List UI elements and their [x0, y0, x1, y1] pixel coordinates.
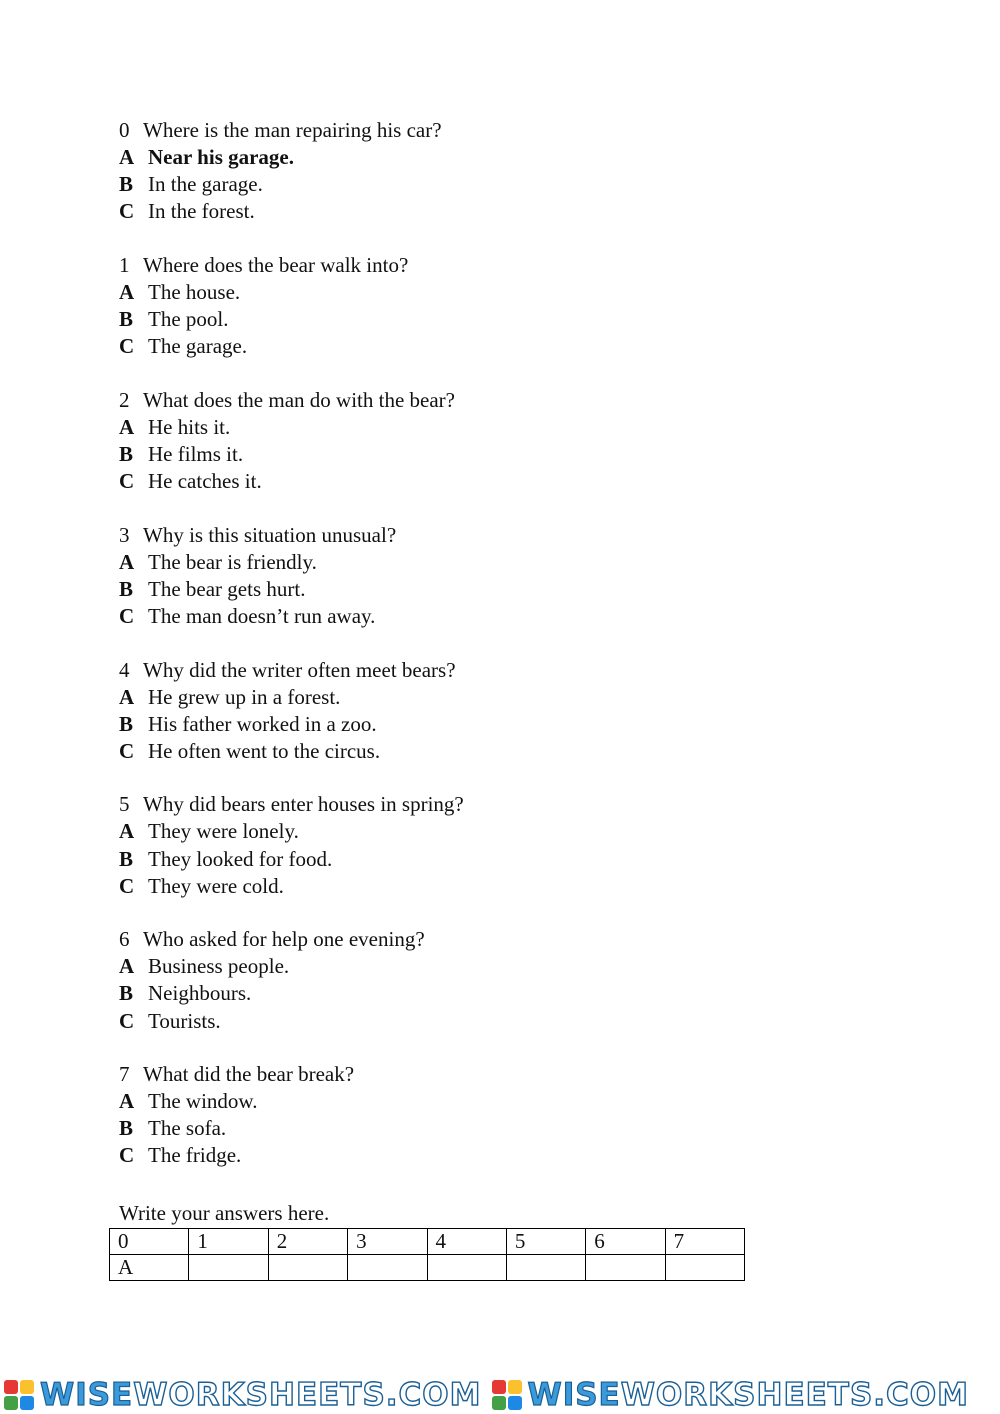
option-b[interactable] — [119, 846, 819, 873]
option-letter: B — [119, 846, 134, 871]
logo-square — [4, 1380, 18, 1394]
option-a[interactable] — [119, 684, 819, 711]
question-7 — [119, 1061, 819, 1169]
answer-header-2: 2 — [268, 1229, 347, 1255]
option-letter: A — [119, 414, 135, 439]
question-number: 2 — [119, 387, 130, 412]
option-letter: A — [119, 1089, 135, 1114]
option-letter: B — [119, 307, 134, 332]
option-letter: B — [119, 576, 134, 601]
question-number: 6 — [119, 927, 130, 952]
option-b[interactable] — [119, 1115, 819, 1142]
answer-cell-5[interactable] — [506, 1255, 585, 1281]
answer-cell-6[interactable] — [586, 1255, 665, 1281]
option-letter: C — [119, 334, 135, 359]
option-b[interactable] — [119, 711, 819, 738]
option-b[interactable] — [119, 171, 819, 198]
answer-header-7: 7 — [665, 1229, 744, 1255]
question-2 — [119, 387, 819, 495]
logo-square — [20, 1396, 34, 1410]
question-number: 4 — [119, 657, 130, 682]
question-text: Where does the bear walk into? — [143, 252, 409, 277]
logo-square — [492, 1396, 506, 1410]
answers-header-row — [110, 1229, 745, 1255]
option-letter: C — [119, 469, 135, 494]
logo-square — [508, 1380, 522, 1394]
logo-icon — [4, 1380, 34, 1410]
brand-text — [40, 1377, 482, 1413]
question-stem — [119, 657, 819, 684]
option-c[interactable] — [119, 468, 819, 495]
option-b[interactable] — [119, 980, 819, 1007]
question-text: What does the man do with the bear? — [143, 387, 455, 412]
option-letter: C — [119, 873, 135, 898]
option-text: In the forest. — [148, 199, 255, 224]
option-letter: C — [119, 603, 135, 628]
answer-cell-4[interactable] — [427, 1255, 506, 1281]
logo-square — [4, 1396, 18, 1410]
option-letter: B — [119, 711, 134, 736]
question-number: 3 — [119, 522, 130, 547]
option-letter: A — [119, 954, 135, 979]
footer-watermark — [0, 1376, 1000, 1414]
option-text: They looked for food. — [148, 846, 333, 871]
option-a[interactable] — [119, 818, 819, 845]
option-c[interactable] — [119, 1142, 819, 1169]
option-a[interactable] — [119, 414, 819, 441]
logo-square — [20, 1380, 34, 1394]
option-letter: B — [119, 172, 134, 197]
brand-part2: WORKSHEETS.COM — [133, 1377, 482, 1413]
option-text: They were cold. — [148, 873, 284, 898]
option-letter: B — [119, 981, 134, 1006]
option-letter: A — [119, 819, 135, 844]
question-stem — [119, 791, 819, 818]
question-1 — [119, 252, 819, 360]
question-stem — [119, 252, 819, 279]
answer-header-3: 3 — [348, 1229, 427, 1255]
option-text: The man doesn’t run away. — [148, 603, 376, 628]
option-a[interactable] — [119, 279, 819, 306]
question-text: Why did the writer often meet bears? — [143, 657, 456, 682]
option-letter: A — [119, 279, 135, 304]
option-c[interactable] — [119, 603, 819, 630]
question-stem — [119, 1061, 819, 1088]
question-number: 0 — [119, 118, 130, 142]
option-text: Tourists. — [148, 1008, 221, 1033]
brand-watermark — [492, 1377, 970, 1413]
option-letter: B — [119, 1116, 134, 1141]
option-text: He catches it. — [148, 469, 262, 494]
option-text: The bear is friendly. — [148, 549, 317, 574]
question-text: What did the bear break? — [143, 1062, 355, 1087]
option-letter: B — [119, 441, 134, 466]
option-c[interactable] — [119, 333, 819, 360]
question-3 — [119, 522, 819, 630]
option-text: The sofa. — [148, 1116, 227, 1141]
question-number: 5 — [119, 792, 130, 817]
option-b[interactable] — [119, 576, 819, 603]
question-text: Who asked for help one evening? — [143, 927, 425, 952]
option-letter: C — [119, 1008, 135, 1033]
option-c[interactable] — [119, 738, 819, 765]
option-letter: C — [119, 738, 135, 763]
answer-header-4: 4 — [427, 1229, 506, 1255]
option-text: Neighbours. — [148, 981, 252, 1006]
option-text: Near his garage. — [148, 145, 295, 170]
option-text: In the garage. — [148, 172, 263, 197]
brand-part1: WISE — [40, 1377, 134, 1413]
brand-part2: WORKSHEETS.COM — [620, 1377, 969, 1413]
question-stem — [119, 522, 819, 549]
option-text: He grew up in a forest. — [148, 684, 341, 709]
option-text: Business people. — [148, 954, 290, 979]
logo-square — [508, 1396, 522, 1410]
option-text: The pool. — [148, 307, 229, 332]
option-letter: A — [119, 549, 135, 574]
question-number: 7 — [119, 1062, 130, 1087]
option-text: The bear gets hurt. — [148, 576, 306, 601]
option-a[interactable] — [119, 1088, 819, 1115]
option-c[interactable] — [119, 873, 819, 900]
logo-icon — [492, 1380, 522, 1410]
question-number: 1 — [119, 252, 130, 277]
answers-table — [109, 1228, 745, 1281]
option-letter: C — [119, 199, 135, 224]
option-text: The window. — [148, 1089, 258, 1114]
option-text: He hits it. — [148, 414, 231, 439]
option-a[interactable] — [119, 144, 819, 171]
answer-header-1: 1 — [189, 1229, 268, 1255]
brand-part1: WISE — [527, 1377, 621, 1413]
answers-label: Write your answers here. — [119, 1201, 330, 1225]
question-4 — [119, 657, 819, 765]
option-letter: A — [119, 145, 135, 170]
question-stem — [119, 926, 819, 953]
option-text: The garage. — [148, 334, 248, 359]
answer-header-0: 0 — [110, 1229, 189, 1255]
brand-watermark — [4, 1377, 482, 1413]
question-6 — [119, 926, 819, 1034]
question-stem — [119, 387, 819, 414]
answer-cell-1[interactable] — [189, 1255, 268, 1281]
option-text: His father worked in a zoo. — [148, 711, 377, 736]
option-a[interactable] — [119, 953, 819, 980]
option-c[interactable] — [119, 1008, 819, 1035]
answer-header-5: 5 — [506, 1229, 585, 1255]
question-text: Why is this situation unusual? — [143, 522, 397, 547]
question-text: Why did bears enter houses in spring? — [143, 792, 464, 817]
worksheet — [119, 117, 819, 1170]
question-5 — [119, 791, 819, 899]
answer-cell-3[interactable] — [348, 1255, 427, 1281]
option-letter: C — [119, 1143, 135, 1168]
answer-cell-0[interactable]: A — [110, 1255, 189, 1281]
answer-cell-2[interactable] — [268, 1255, 347, 1281]
question-0 — [119, 117, 819, 225]
option-a[interactable] — [119, 549, 819, 576]
option-c[interactable] — [119, 198, 819, 225]
option-text: They were lonely. — [148, 819, 299, 844]
brand-text — [528, 1377, 970, 1413]
option-text: The fridge. — [148, 1143, 242, 1168]
option-b[interactable] — [119, 441, 819, 468]
option-b[interactable] — [119, 306, 819, 333]
option-text: He films it. — [148, 441, 244, 466]
option-letter: A — [119, 684, 135, 709]
question-text: Where is the man repairing his car? — [143, 118, 442, 142]
option-text: The house. — [148, 279, 241, 304]
answer-header-6: 6 — [586, 1229, 665, 1255]
option-text: He often went to the circus. — [148, 738, 381, 763]
logo-square — [492, 1380, 506, 1394]
answers-value-row — [110, 1255, 745, 1281]
answer-cell-7[interactable] — [665, 1255, 744, 1281]
question-stem — [119, 117, 819, 144]
